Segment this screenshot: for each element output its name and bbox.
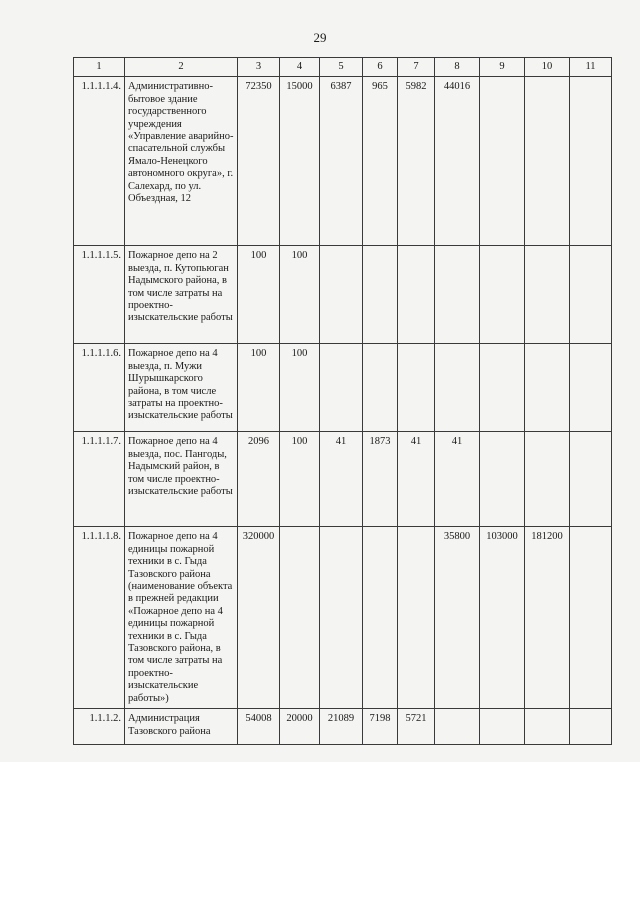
table-row	[74, 432, 612, 527]
value-cell	[570, 344, 612, 432]
value-cell	[570, 246, 612, 344]
value-cell: 100	[280, 432, 320, 527]
item-name: Пожарное депо на 2 выезда, п. Кутопьюган Надымского района, в том числе затраты на проектно-изыскательские работы	[125, 246, 238, 344]
value-cell: 100	[280, 246, 320, 344]
value-cell	[480, 344, 525, 432]
value-cell: 100	[238, 344, 280, 432]
header-cell: 5	[320, 58, 363, 77]
value-cell: 2096	[238, 432, 280, 527]
item-code: 1.1.1.2.	[74, 709, 125, 745]
value-cell: 7198	[363, 709, 398, 745]
value-cell: 1873	[363, 432, 398, 527]
value-cell	[398, 344, 435, 432]
value-cell	[570, 432, 612, 527]
value-cell	[480, 432, 525, 527]
value-cell	[363, 344, 398, 432]
header-cell: 8	[435, 58, 480, 77]
item-name: Администрация Тазовского района	[125, 709, 238, 745]
value-cell: 15000	[280, 77, 320, 246]
value-cell: 965	[363, 77, 398, 246]
value-cell: 20000	[280, 709, 320, 745]
value-cell: 21089	[320, 709, 363, 745]
value-cell	[280, 527, 320, 709]
value-cell	[480, 709, 525, 745]
header-cell: 6	[363, 58, 398, 77]
value-cell	[320, 527, 363, 709]
value-cell: 6387	[320, 77, 363, 246]
value-cell: 54008	[238, 709, 280, 745]
table-row	[74, 77, 612, 246]
header-cell: 10	[525, 58, 570, 77]
value-cell: 320000	[238, 527, 280, 709]
header-cell: 2	[125, 58, 238, 77]
value-cell: 35800	[435, 527, 480, 709]
value-cell: 5982	[398, 77, 435, 246]
item-code: 1.1.1.1.8.	[74, 527, 125, 709]
header-cell: 11	[570, 58, 612, 77]
item-code: 1.1.1.1.4.	[74, 77, 125, 246]
value-cell	[398, 527, 435, 709]
value-cell	[320, 246, 363, 344]
value-cell	[480, 77, 525, 246]
value-cell: 41	[398, 432, 435, 527]
header-cell: 1	[74, 58, 125, 77]
value-cell: 72350	[238, 77, 280, 246]
value-cell	[435, 246, 480, 344]
header-cell: 4	[280, 58, 320, 77]
value-cell	[525, 246, 570, 344]
item-code: 1.1.1.1.7.	[74, 432, 125, 527]
value-cell	[525, 77, 570, 246]
value-cell	[398, 246, 435, 344]
value-cell: 100	[280, 344, 320, 432]
table-row	[74, 527, 612, 709]
value-cell	[570, 527, 612, 709]
item-code: 1.1.1.1.6.	[74, 344, 125, 432]
value-cell: 41	[435, 432, 480, 527]
value-cell	[525, 709, 570, 745]
page-number: 29	[313, 30, 327, 45]
value-cell	[363, 527, 398, 709]
value-cell	[363, 246, 398, 344]
value-cell: 5721	[398, 709, 435, 745]
table-row	[74, 344, 612, 432]
value-cell	[320, 344, 363, 432]
value-cell: 103000	[480, 527, 525, 709]
value-cell: 100	[238, 246, 280, 344]
value-cell	[525, 344, 570, 432]
header-cell: 3	[238, 58, 280, 77]
value-cell	[435, 344, 480, 432]
value-cell	[570, 709, 612, 745]
item-code: 1.1.1.1.5.	[74, 246, 125, 344]
value-cell: 181200	[525, 527, 570, 709]
table-row	[74, 246, 612, 344]
value-cell	[435, 709, 480, 745]
value-cell	[570, 77, 612, 246]
header-cell: 9	[480, 58, 525, 77]
item-name: Административно-бытовое здание государственного учреждения «Управление аварийно-спасательной службы Ямало-Ненецкого автономного округа», г. Салехард, по ул. Объездная, 12	[125, 77, 238, 246]
item-name: Пожарное депо на 4 единицы пожарной техники в с. Гыда Тазовского района (наименование объекта в прежней редакции «Пожарное депо на 4 единицы пожарной техники в с. Гыда Тазовского района, в том числе затраты на проектно-изыскательские работы»)	[125, 527, 238, 709]
item-name: Пожарное депо на 4 выезда, пос. Пангоды, Надымский район, в том числе проектно-изыскательские работы	[125, 432, 238, 527]
table-row	[74, 709, 612, 745]
value-cell	[525, 432, 570, 527]
header-cell: 7	[398, 58, 435, 77]
item-name: Пожарное депо на 4 выезда, п. Мужи Шурышкарского района, в том числе затраты на проектно-изыскательские работы	[125, 344, 238, 432]
column-number-row	[74, 58, 612, 77]
value-cell: 41	[320, 432, 363, 527]
value-cell: 44016	[435, 77, 480, 246]
budget-table	[73, 57, 612, 745]
value-cell	[480, 246, 525, 344]
